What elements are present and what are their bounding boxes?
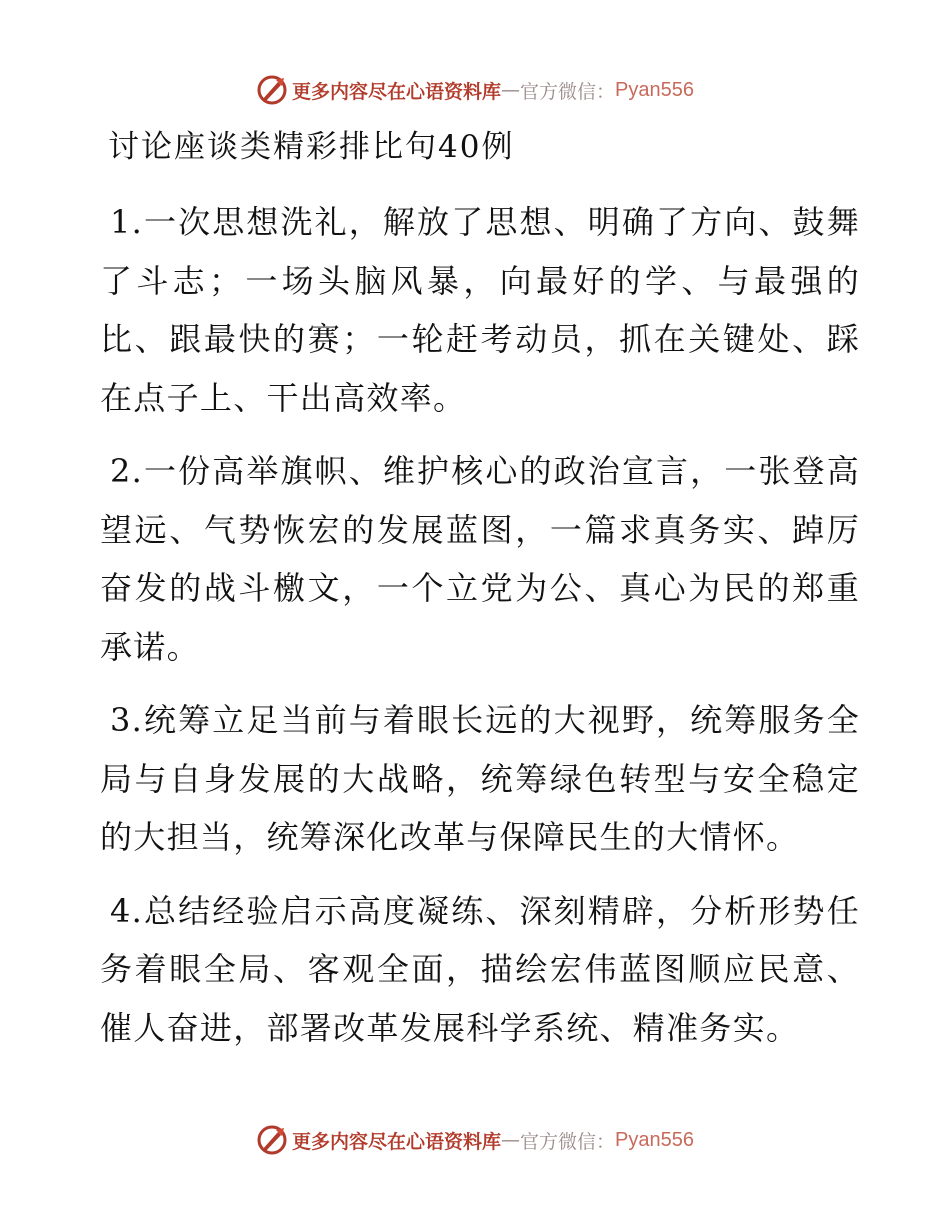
paragraph-3: 3.统筹立足当前与着眼长远的大视野，统筹服务全局与自身发展的大战略，统筹绿色转型与安全稳定的大担当，统筹深化改革与保障民生的大情怀。: [100, 701, 860, 856]
watermark-label: 官方微信：: [520, 80, 616, 103]
watermark-id: Pyan556: [615, 1128, 694, 1151]
quill-logo-icon: [256, 74, 288, 106]
watermark-separator: —: [501, 79, 521, 101]
bottom-watermark-banner: [0, 1120, 950, 1160]
document-title: 讨论座谈类精彩排比句40例: [108, 129, 515, 165]
watermark-text: 更多内容尽在心语资料库: [292, 80, 502, 103]
watermark-text: 更多内容尽在心语资料库: [292, 1130, 502, 1153]
paragraph-2: 2.一份高举旗帜、维护核心的政治宣言，一张登高望远、气势恢宏的发展蓝图，一篇求真务实、踔厉奋发的战斗檄文，一个立党为公、真心为民的郑重承诺。: [100, 452, 860, 666]
paragraph-4: 4.总结经验启示高度凝练、深刻精辟，分析形势任务着眼全局、客观全面，描绘宏伟蓝图顺应民意、催人奋进，部署改革发展科学系统、精准务实。: [100, 891, 860, 1047]
paragraph-1: 1.一次思想洗礼，解放了思想、明确了方向、鼓舞了斗志；一场头脑风暴，向最好的学、与最强的比、跟最快的赛；一轮赶考动员，抓在关键处、踩在点子上、干出高效率。: [100, 203, 860, 417]
watermark-id: Pyan556: [615, 78, 694, 101]
document-body: [100, 193, 860, 1072]
watermark-label: 官方微信：: [520, 1130, 616, 1153]
watermark-separator: —: [501, 1129, 521, 1151]
quill-logo-icon: [256, 1124, 288, 1156]
top-watermark-banner: [0, 70, 950, 110]
